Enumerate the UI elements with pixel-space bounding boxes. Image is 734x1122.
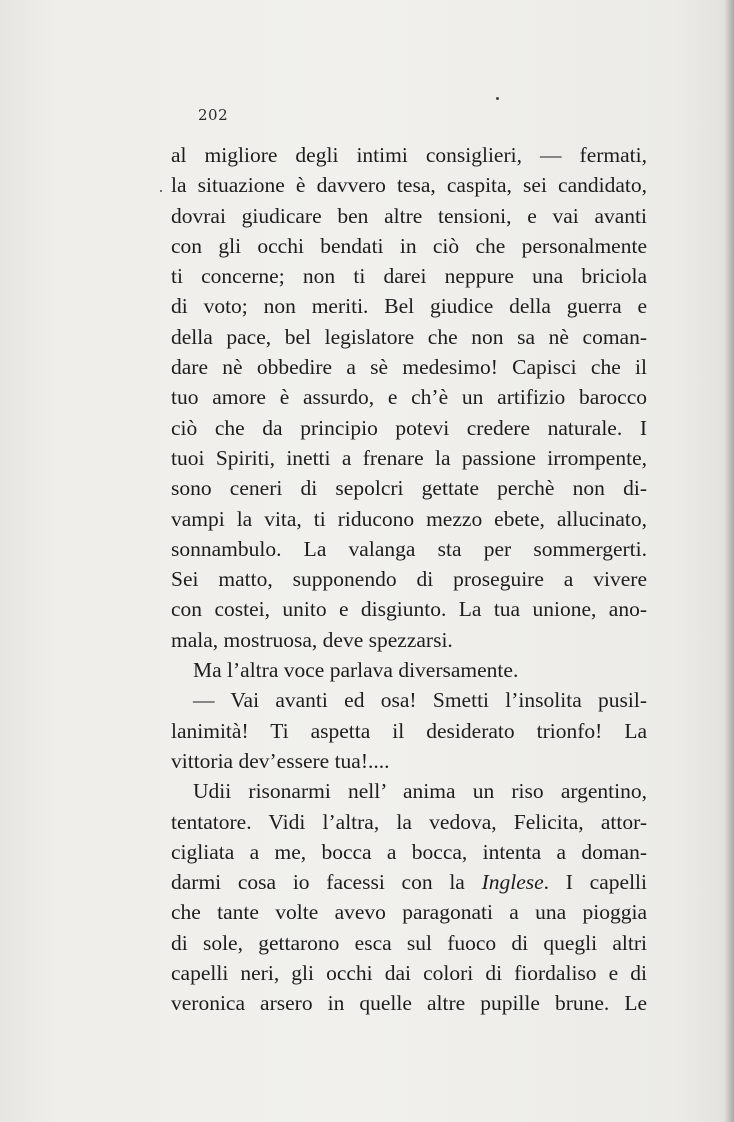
text-line: al migliore degli intimi consiglieri, — fermati, [171, 143, 647, 167]
text-line: tuoi Spiriti, inetti a frenare la passione irrompente, [171, 445, 647, 470]
text-line: di sole, gettarono esca sul fuoco di quegli altri [171, 930, 647, 955]
text-line: dovrai giudicare ben altre tensioni, e vai avanti [171, 203, 647, 228]
text-line: mala, mostruosa, deve spezzarsi. [171, 627, 453, 652]
text-line: della pace, bel legislatore che non sa nè coman- [171, 324, 647, 349]
text-line: capelli neri, gli occhi dai colori di fiordaliso e di [171, 961, 647, 986]
text-line: Ma l’altra voce parlava diversamente. [193, 658, 519, 683]
text-line: lanimità! Ti aspetta il desiderato trionfo! La [171, 718, 647, 743]
text-line: Sei matto, supponendo di proseguire a vivere [171, 567, 647, 592]
page-number: 202 [198, 106, 229, 124]
text-line: con costei, unito e disgiunto. La tua unione, ano- [171, 597, 647, 622]
text-line: con gli occhi bendati in ciò che personalmente [171, 233, 647, 258]
text-line: ti concerne; non ti darei neppure una briciola [171, 264, 647, 289]
text-line: ciò che da principio potevi credere naturale. I [171, 415, 647, 440]
text-line: darmi cosa io facessi con la Inglese. I capelli [171, 870, 647, 895]
ink-speck [496, 97, 499, 100]
text-line: cigliata a me, bocca a bocca, intenta a doman- [171, 839, 647, 864]
text-line: la situazione è davvero tesa, caspita, sei candidato, [171, 173, 647, 198]
text-line: dare nè obbedire a sè medesimo! Capisci che il [171, 355, 647, 380]
italic-word: Inglese [481, 870, 544, 895]
text-line: Udii risonarmi nell’ anima un riso argentino, [193, 779, 647, 804]
page-edge-shadow [724, 0, 734, 1122]
text-line: vampi la vita, ti riducono mezzo ebete, allucinato, [171, 506, 647, 531]
ink-speck [160, 190, 162, 192]
text-line: di voto; non meriti. Bel giudice della guerra e [171, 294, 647, 319]
text-line: sonnambulo. La valanga sta per sommergerti. [171, 536, 647, 561]
body-text [171, 140, 647, 1019]
text-line: che tante volte avevo paragonati a una pioggia [171, 900, 647, 925]
text-line: sono ceneri di sepolcri gettate perchè non di- [171, 476, 647, 501]
text-line: veronica arsero in quelle altre pupille brune. Le [171, 991, 647, 1016]
text-line: tentatore. Vidi l’altra, la vedova, Felicita, attor- [171, 809, 647, 834]
text-line: — Vai avanti ed osa! Smetti l’insolita pusil- [193, 688, 647, 713]
text-line: vittoria dev’essere tua!.... [171, 748, 390, 773]
text-line: tuo amore è assurdo, e ch’è un artifizio barocco [171, 385, 647, 410]
